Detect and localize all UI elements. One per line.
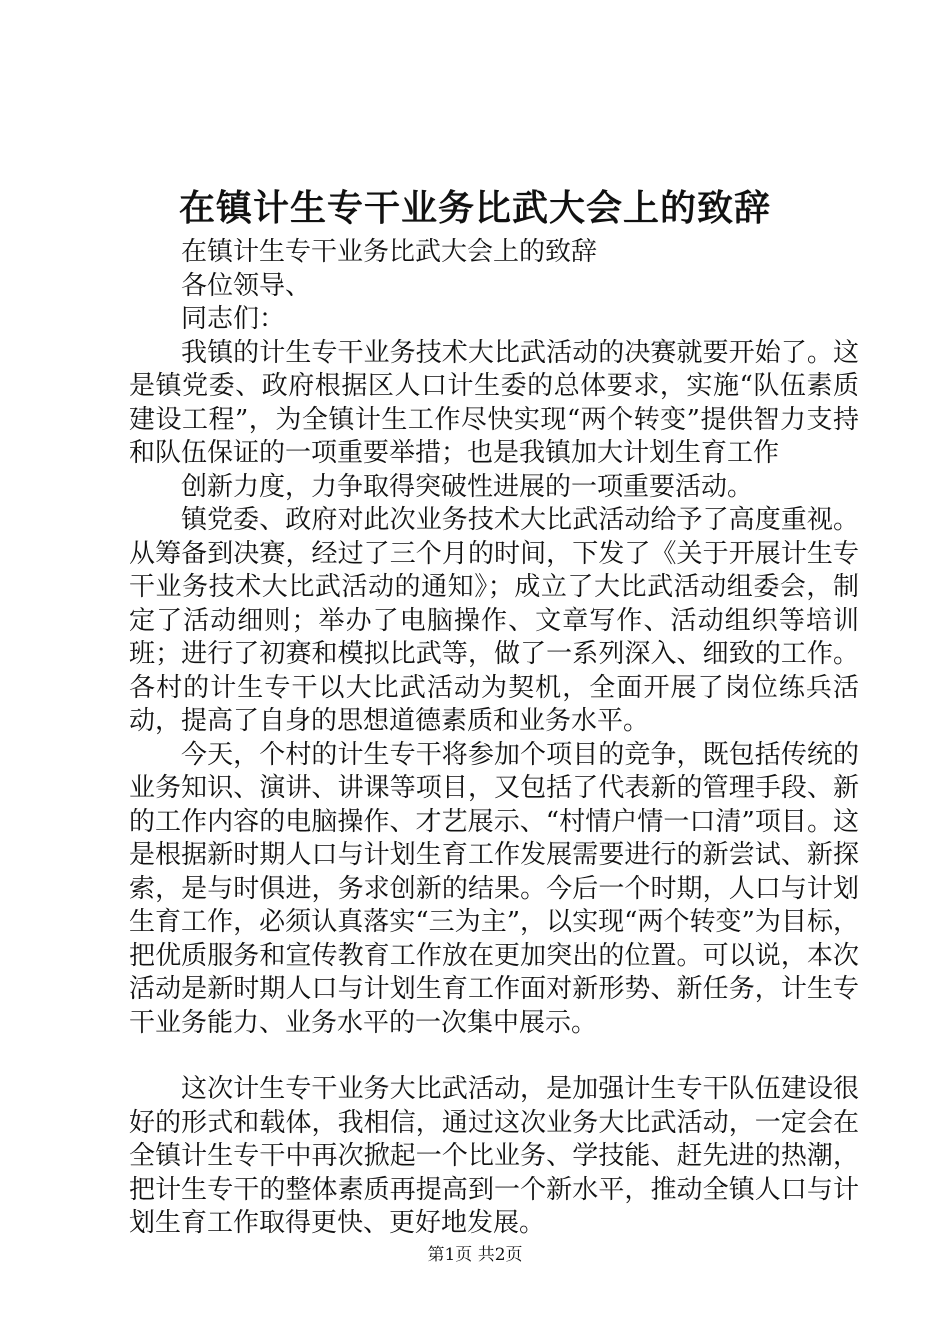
body-subtitle: 在镇计生专干业务比武大会上的致辞 (181, 237, 598, 267)
paragraph-today: 今天，个村的计生专干将参加个项目的竞争，既包括传统的业务知识、演讲、讲课等项目，又包括了代表新的管理手段、新的工作内容的电脑操作、才艺展示、“村情户情一口清”项目。这是根据新时期人口与计划生育工作发展需要进行的新尝试、新探索，是与时俱进，务求创新的结果。今后一个时期，人口与计划生育工作，必须认真落实“三为主”，以实现“两个转变”为目标，把优质服务和宣传教育工作放在更加突出的位置。可以说，本次活动是新时期人口与计划生育工作面对新形势、新任务，计生专干业务能力、业务水平的一次集中展示。 (129, 739, 859, 1038)
paragraph-conclusion: 这次计生专干业务大比武活动，是加强计生专干队伍建设很好的形式和载体，我相信，通过这次业务大比武活动，一定会在全镇计生专干中再次掀起一个比业务、学技能、赶先进的热潮，把计生专干的整体素质再提高到一个新水平，推动全镇人口与计划生育工作取得更快、更好地发展。 (129, 1074, 859, 1238)
document-body (129, 236, 859, 1241)
paragraph-preparation: 镇党委、政府对此次业务技术大比武活动给予了高度重视。从筹备到决赛，经过了三个月的时间，下发了《关于开展计生专干业务技术大比武活动的通知》；成立了大比武活动组委会，制定了活动细则；举办了电脑操作、文章写作、活动组织等培训班；进行了初赛和模拟比武等，做了一系列深入、细致的工作。各村的计生专干以大比武活动为契机，全面开展了岗位练兵活动，提高了自身的思想道德素质和业务水平。 (129, 505, 859, 736)
salutation-leaders: 各位领导、 (181, 270, 312, 301)
page-footer: 第1页 共2页 (427, 1245, 523, 1265)
document-title: 在镇计生专干业务比武大会上的致辞 (178, 187, 771, 229)
salutation-comrades: 同志们： (181, 304, 286, 334)
paragraph-intro-continued: 创新力度，力争取得突破性进展的一项重要活动。 (181, 471, 754, 502)
paragraph-intro: 我镇的计生专干业务技术大比武活动的决赛就要开始了。这是镇党委、政府根据区人口计生委的总体要求，实施“队伍素质建设工程”，为全镇计生工作尽快实现“两个转变”提供智力支持和队伍保证的一项重要举措；也是我镇加大计划生育工作 (129, 337, 859, 468)
